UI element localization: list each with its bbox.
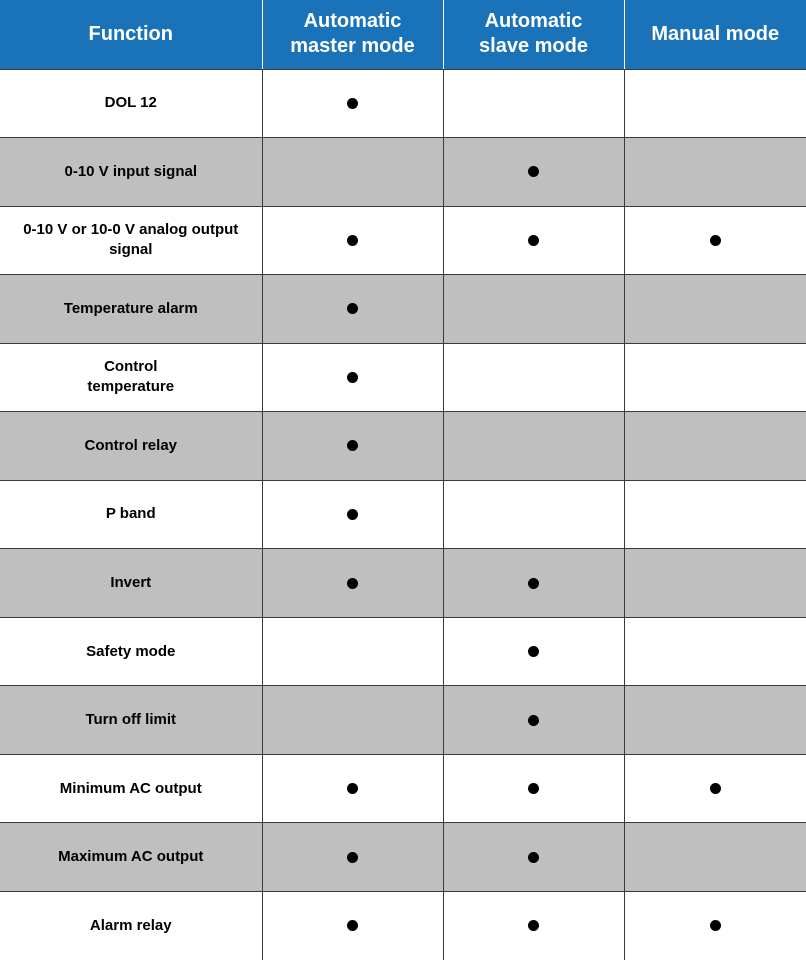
master-mode-cell: [262, 206, 443, 275]
filled-circle-dot-icon: [347, 98, 358, 109]
master-mode-cell: [262, 412, 443, 481]
table-row: [0, 891, 806, 960]
filled-circle-dot-icon: [710, 783, 721, 794]
master-mode-cell: [262, 138, 443, 207]
manual-mode-cell: [624, 549, 806, 618]
slave-mode-cell: [443, 617, 624, 686]
filled-circle-dot-icon: [710, 920, 721, 931]
filled-circle-dot-icon: [347, 578, 358, 589]
manual-mode-cell: [624, 823, 806, 892]
slave-mode-cell: [443, 138, 624, 207]
slave-mode-cell: [443, 480, 624, 549]
table-row: [0, 823, 806, 892]
function-cell: 0-10 V or 10-0 V analog output signal: [0, 206, 262, 275]
slave-mode-cell: [443, 891, 624, 960]
function-cell: Control relay: [0, 412, 262, 481]
manual-mode-cell: [624, 412, 806, 481]
slave-mode-cell: [443, 69, 624, 138]
slave-mode-cell: [443, 549, 624, 618]
master-mode-cell: [262, 617, 443, 686]
filled-circle-dot-icon: [347, 440, 358, 451]
filled-circle-dot-icon: [347, 509, 358, 520]
manual-mode-cell: [624, 754, 806, 823]
manual-mode-cell: [624, 686, 806, 755]
filled-circle-dot-icon: [347, 372, 358, 383]
master-mode-cell: [262, 69, 443, 138]
table-row: [0, 686, 806, 755]
table-header-row: [0, 0, 806, 69]
function-cell: Turn off limit: [0, 686, 262, 755]
master-mode-cell: [262, 823, 443, 892]
function-cell: Safety mode: [0, 617, 262, 686]
header-function: Function: [0, 0, 262, 69]
master-mode-cell: [262, 754, 443, 823]
filled-circle-dot-icon: [528, 166, 539, 177]
function-cell: Temperature alarm: [0, 275, 262, 344]
slave-mode-cell: [443, 275, 624, 344]
header-manual-mode: Manual mode: [624, 0, 806, 69]
slave-mode-cell: [443, 823, 624, 892]
filled-circle-dot-icon: [710, 235, 721, 246]
slave-mode-cell: [443, 343, 624, 412]
function-cell: DOL 12: [0, 69, 262, 138]
slave-mode-cell: [443, 754, 624, 823]
master-mode-cell: [262, 891, 443, 960]
filled-circle-dot-icon: [347, 303, 358, 314]
filled-circle-dot-icon: [347, 852, 358, 863]
filled-circle-dot-icon: [347, 783, 358, 794]
filled-circle-dot-icon: [528, 920, 539, 931]
table-row: [0, 617, 806, 686]
table-row: [0, 549, 806, 618]
header-automatic-master-mode: Automatic master mode: [262, 0, 443, 69]
manual-mode-cell: [624, 480, 806, 549]
filled-circle-dot-icon: [347, 235, 358, 246]
table-row: [0, 69, 806, 138]
table-row: [0, 754, 806, 823]
filled-circle-dot-icon: [528, 715, 539, 726]
function-cell: Control temperature: [0, 343, 262, 412]
function-cell: P band: [0, 480, 262, 549]
slave-mode-cell: [443, 686, 624, 755]
master-mode-cell: [262, 343, 443, 412]
manual-mode-cell: [624, 138, 806, 207]
filled-circle-dot-icon: [528, 578, 539, 589]
filled-circle-dot-icon: [347, 920, 358, 931]
filled-circle-dot-icon: [528, 646, 539, 657]
master-mode-cell: [262, 275, 443, 344]
manual-mode-cell: [624, 69, 806, 138]
table-body: [0, 69, 806, 960]
slave-mode-cell: [443, 206, 624, 275]
filled-circle-dot-icon: [528, 852, 539, 863]
master-mode-cell: [262, 686, 443, 755]
master-mode-cell: [262, 480, 443, 549]
function-cell: Maximum AC output: [0, 823, 262, 892]
manual-mode-cell: [624, 891, 806, 960]
function-cell: Minimum AC output: [0, 754, 262, 823]
filled-circle-dot-icon: [528, 783, 539, 794]
table-row: [0, 343, 806, 412]
manual-mode-cell: [624, 206, 806, 275]
table-row: [0, 206, 806, 275]
table-row: [0, 412, 806, 481]
header-automatic-slave-mode: Automatic slave mode: [443, 0, 624, 69]
manual-mode-cell: [624, 617, 806, 686]
manual-mode-cell: [624, 343, 806, 412]
master-mode-cell: [262, 549, 443, 618]
function-cell: Invert: [0, 549, 262, 618]
manual-mode-cell: [624, 275, 806, 344]
table-row: [0, 480, 806, 549]
filled-circle-dot-icon: [528, 235, 539, 246]
table-row: [0, 138, 806, 207]
function-cell: Alarm relay: [0, 891, 262, 960]
table-row: [0, 275, 806, 344]
function-cell: 0-10 V input signal: [0, 138, 262, 207]
slave-mode-cell: [443, 412, 624, 481]
